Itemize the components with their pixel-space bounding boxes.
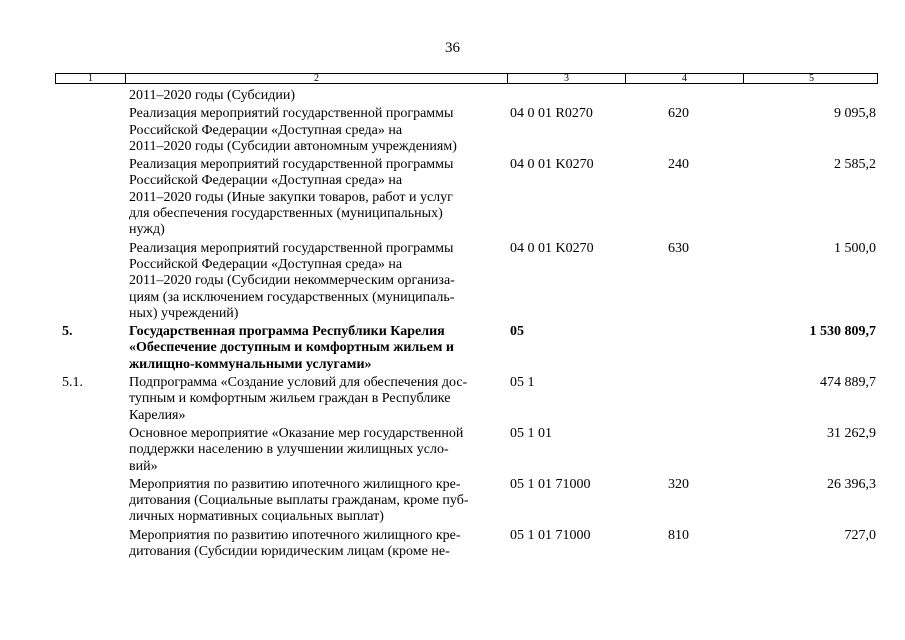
description-line: Реализация мероприятий государственной программы [129,240,454,256]
description-line: Российской Федерации «Доступная среда» на [129,122,403,138]
row-type: 630 [668,240,689,256]
description-line: дитования (Социальные выплаты гражданам, кроме пуб- [129,493,469,509]
header-col-3: 3 [507,74,625,83]
row-amount: 474 889,7 [820,375,876,391]
table-row [0,528,905,561]
row-amount: 1 500,0 [834,240,876,256]
table-row [0,241,905,322]
row-amount: 2 585,2 [834,157,876,173]
page-number: 36 [445,40,460,56]
description-line: Реализация мероприятий государственной программы [129,106,454,122]
row-amount: 727,0 [844,527,876,543]
description-line: циям (за исключением государственных (муниципаль- [129,289,455,305]
row-code: 04 0 01 R0270 [510,106,593,122]
row-amount: 26 396,3 [827,476,876,492]
row-amount: 31 262,9 [827,425,876,441]
row-code: 05 1 01 71000 [510,527,591,543]
row-amount: 9 095,8 [834,106,876,122]
description-line: 2011–2020 годы (Субсидии некоммерческим организа- [129,273,455,289]
row-code: 04 0 01 K0270 [510,240,594,256]
row-type: 620 [668,106,689,122]
row-type: 810 [668,527,689,543]
row-description [129,426,501,475]
description-line: 2011–2020 годы (Субсидии автономным учреждениям) [129,138,457,154]
description-line: Российской Федерации «Доступная среда» на [129,256,403,272]
description-line: «Обеспечение доступным и комфортным жильем и [129,340,454,356]
description-line: тупным и комфортным жильем граждан в Республике [129,391,451,407]
row-number: 5.1. [62,375,83,391]
table-row [0,88,905,104]
row-code: 04 0 01 K0270 [510,157,594,173]
table-row [0,426,905,475]
description-line: Основное мероприятие «Оказание мер государственной [129,425,464,441]
row-description [129,106,501,155]
description-line: личных нормативных социальных выплат) [129,509,384,525]
header-col-1: 1 [88,73,93,84]
row-code: 05 1 01 [510,425,552,441]
table-header-row [55,73,878,84]
description-line: вий» [129,458,158,474]
description-line: Подпрограмма «Создание условий для обеспечения дос- [129,375,468,391]
table-row [0,157,905,238]
table-body [0,88,905,560]
description-line: для обеспечения государственных (муниципальных) [129,206,443,222]
header-col-2: 2 [125,74,507,83]
row-description [129,324,501,373]
description-line: Карелия» [129,407,186,423]
row-amount: 1 530 809,7 [809,324,876,340]
row-description [129,157,501,238]
description-line: нужд) [129,222,165,238]
description-line: Государственная программа Республики Карелия [129,324,445,340]
description-line: поддержки населению в улучшении жилищных усло- [129,442,449,458]
header-col-5: 5 [743,74,879,83]
header-col-4: 4 [625,74,743,83]
table-row [0,106,905,155]
row-description [129,375,501,424]
row-description [129,477,501,526]
table-row [0,375,905,424]
description-line: Российской Федерации «Доступная среда» на [129,173,403,189]
description-line: Мероприятия по развитию ипотечного жилищного кре- [129,476,461,492]
description-line: дитования (Субсидии юридическим лицам (кроме не- [129,544,450,560]
row-type: 320 [668,476,689,492]
description-line: 2011–2020 годы (Иные закупки товаров, работ и услуг [129,189,453,205]
table-row [0,324,905,373]
row-description [129,241,501,322]
row-code: 05 1 01 71000 [510,476,591,492]
table-row [0,477,905,526]
row-code: 05 1 [510,375,535,391]
description-line: Мероприятия по развитию ипотечного жилищного кре- [129,527,461,543]
row-description [129,528,501,561]
row-description [129,88,501,104]
description-line: жилищно-коммунальными услугами» [129,356,372,372]
row-code: 05 [510,324,524,340]
description-line: ных) учреждений) [129,305,239,321]
description-line: Реализация мероприятий государственной программы [129,157,454,173]
row-type: 240 [668,157,689,173]
row-number: 5. [62,324,73,340]
description-line: 2011–2020 годы (Субсидии) [129,88,296,103]
